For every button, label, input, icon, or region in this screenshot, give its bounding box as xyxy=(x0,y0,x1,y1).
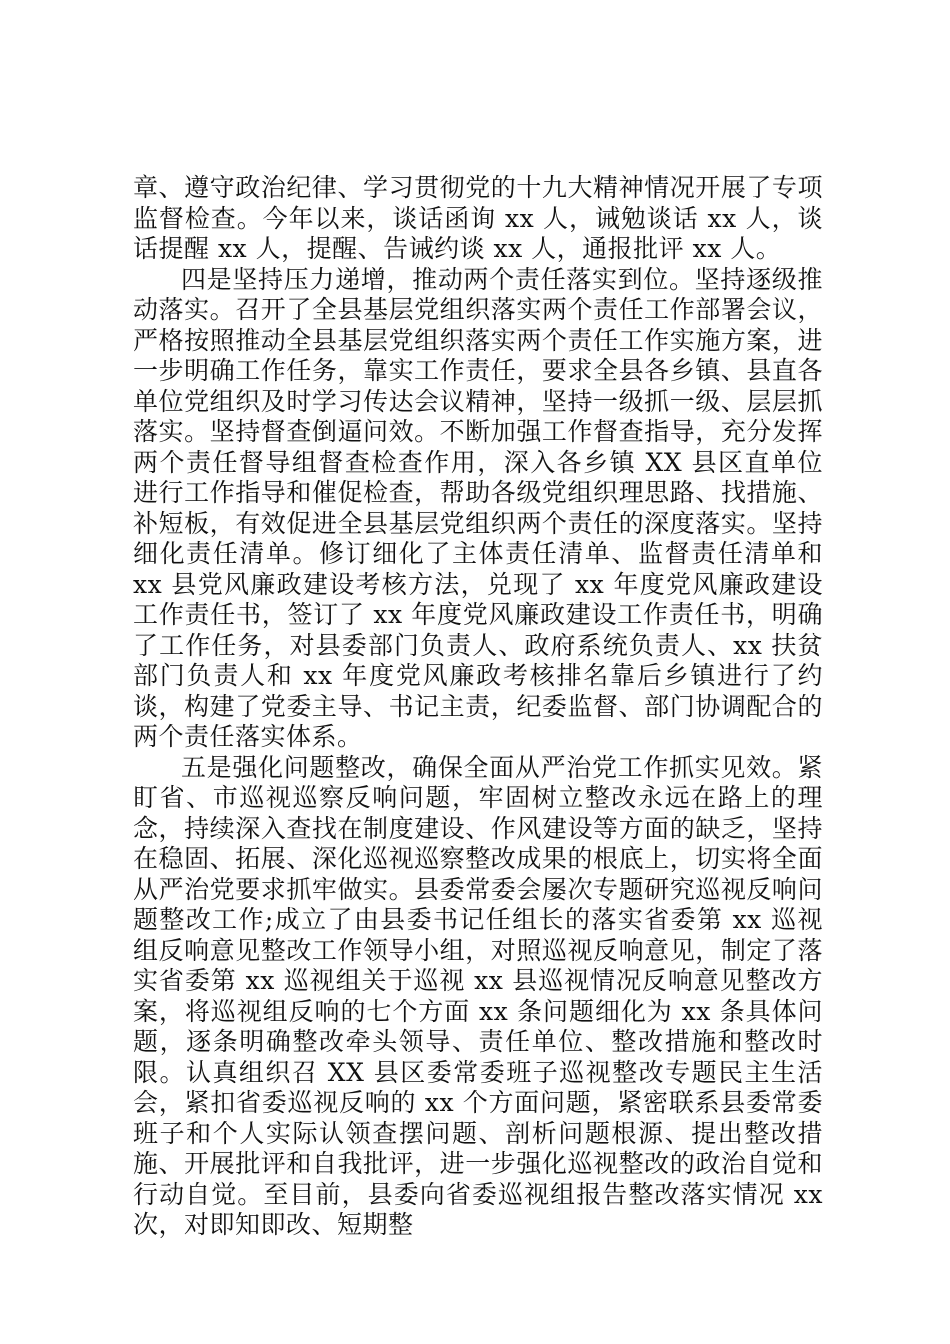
paragraph-rectification: 五是强化问题整改，确保全面从严治党工作抓实见效。紧盯省、市巡视巡察反响问题，牢固树立整改永远在路上的理念，持续深入查找在制度建设、作风建设等方面的缺乏，坚持在稳固、拓展、深化巡视巡察整改成果的根底上，切实将全面从严治党要求抓牢做实。县委常委会屡次专题研究巡视反响问题整改工作;成立了由县委书记任组长的落实省委第 xx 巡视组反响意见整改工作领导小组，对照巡视反响意见，制定了落实省委第 xx 巡视组关于巡视 xx 县巡视情况反响意见整改方案，将巡视组反响的七个方面 xx 条问题细化为 xx 条具体问题，逐条明确整改牵头领导、责任单位、整改措施和整改时限。认真组织召 XX 县区委常委班子巡视整改专题民主生活会，紧扣省委巡视反响的 xx 个方面问题，紧密联系县委常委班子和个人实际认领查摆问题、剖析问题根源、提出整改措施、开展批评和自我批评，进一步强化巡视整改的政治自觉和行动自觉。至目前，县委向省委巡视组报告整改落实情况 xx 次，对即知即改、短期整 xyxy=(133,752,823,1239)
paragraph-responsibility: 四是坚持压力递增，推动两个责任落实到位。坚持逐级推动落实。召开了全县基层党组织落实两个责任工作部署会议，严格按照推动全县基层党组织落实两个责任工作实施方案，进一步明确工作任务，靠实工作责任，要求全县各乡镇、县直各单位党组织及时学习传达会议精神，坚持一级抓一级、层层抓落实。坚持督查倒逼问效。不断加强工作督查指导，充分发挥两个责任督导组督查检查作用，深入各乡镇 XX 县区直单位进行工作指导和催促检查，帮助各级党组织理思路、找措施、补短板，有效促进全县基层党组织两个责任的深度落实。坚持细化责任清单。修订细化了主体责任清单、监督责任清单和 xx 县党风廉政建设考核方法，兑现了 xx 年度党风廉政建设工作责任书，签订了 xx 年度党风廉政建设工作责任书，明确了工作任务，对县委部门负责人、政府系统负责人、xx 扶贫部门负责人和 xx 年度党风廉政考核排名靠后乡镇进行了约谈，构建了党委主导、书记主责，纪委监督、部门协调配合的两个责任落实体系。 xyxy=(133,264,823,751)
paragraph-continuation: 章、遵守政治纪律、学习贯彻党的十九大精神情况开展了专项监督检查。今年以来，谈话函询 xx 人，诫勉谈话 xx 人，谈话提醒 xx 人，提醒、告诫约谈 xx 人，通报批评 xx 人。 xyxy=(133,173,823,263)
body-text xyxy=(133,173,823,1241)
